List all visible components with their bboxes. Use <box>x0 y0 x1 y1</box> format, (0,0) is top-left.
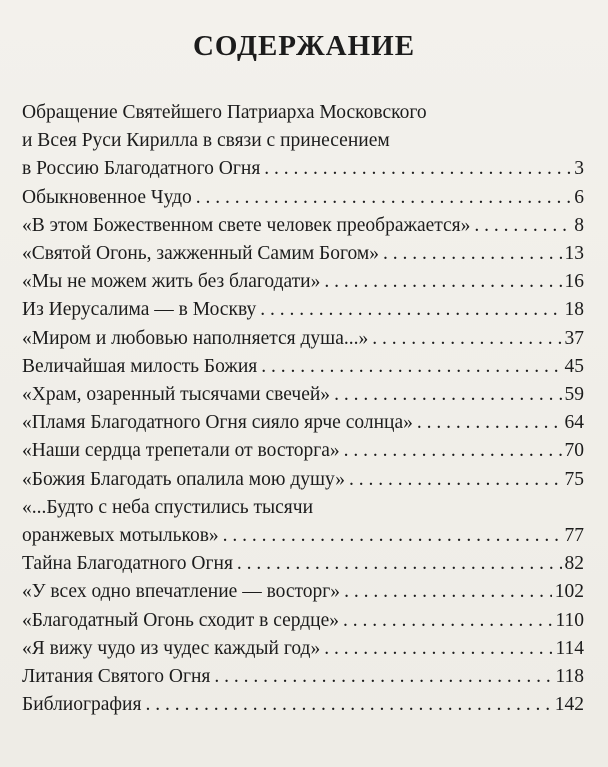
dot-leader <box>334 381 561 409</box>
toc-page-number: 13 <box>564 243 584 265</box>
toc-entry <box>22 437 584 465</box>
dot-leader <box>196 184 571 212</box>
toc-entry <box>22 663 584 691</box>
toc-entry-title: «Миром и любовью наполняется душа...» <box>22 327 369 349</box>
dot-leader <box>344 578 552 606</box>
toc-line <box>22 268 584 296</box>
toc-page-number: 142 <box>554 694 584 716</box>
toc-page-number: 6 <box>574 186 584 208</box>
toc-entry-title: Обыкновенное Чудо <box>22 186 192 208</box>
toc-entry-title: Библиография <box>22 694 142 716</box>
toc-entry <box>22 99 584 184</box>
toc-page-number: 8 <box>574 214 584 236</box>
toc-entry-title: Литания Святого Огня <box>22 666 211 688</box>
toc-entry-title: «В этом Божественном свете человек преображается» <box>22 214 471 236</box>
toc-page-number: 110 <box>555 609 584 631</box>
toc-entry <box>22 353 584 381</box>
toc-line <box>22 663 584 691</box>
toc-entry-title: «Храм, озаренный тысячами свечей» <box>22 384 331 406</box>
dot-leader <box>260 296 561 324</box>
toc-entry <box>22 578 584 606</box>
dot-leader <box>383 240 562 268</box>
dot-leader <box>264 155 571 183</box>
toc-page-number: 3 <box>574 158 584 180</box>
toc-page-number: 18 <box>564 299 584 321</box>
toc-entry-title: Обращение Святейшего Патриарха Московского <box>22 102 427 123</box>
toc-entry <box>22 494 584 550</box>
toc-line <box>22 99 584 127</box>
toc-entry <box>22 409 584 437</box>
toc-line <box>22 184 584 212</box>
toc-page-number: 16 <box>564 271 584 293</box>
toc-entry <box>22 268 584 296</box>
dot-leader <box>349 466 562 494</box>
dot-leader <box>145 691 551 719</box>
toc-entry-title: «Пламя Благодатного Огня сияло ярче солнца» <box>22 412 413 434</box>
toc-line <box>22 381 584 409</box>
toc-entry <box>22 212 584 240</box>
toc-page-number: 82 <box>564 553 584 575</box>
toc-page-number: 64 <box>564 412 584 434</box>
toc-entry-title: «Божия Благодать опалила мою душу» <box>22 468 345 490</box>
toc-entry-title: «Святой Огонь, зажженный Самим Богом» <box>22 243 379 265</box>
toc-line <box>22 409 584 437</box>
toc-entry <box>22 325 584 353</box>
toc-line <box>22 325 584 353</box>
toc-page-number: 45 <box>564 355 584 377</box>
toc-entry <box>22 691 584 719</box>
toc-entry-title: Величайшая милость Божия <box>22 355 258 377</box>
toc-line <box>22 691 584 719</box>
toc-line <box>22 240 584 268</box>
toc-entry-title: «У всех одно впечатление — восторг» <box>22 581 341 603</box>
dot-leader <box>324 635 552 663</box>
toc-entry-title: «Мы не можем жить без благодати» <box>22 271 321 293</box>
toc-line <box>22 635 584 663</box>
dot-leader <box>344 437 562 465</box>
page-title: СОДЕРЖАНИЕ <box>192 30 416 62</box>
dot-leader <box>223 522 562 550</box>
toc-entry-title: «Я вижу чудо из чудес каждый год» <box>22 637 321 659</box>
toc-line <box>22 522 584 550</box>
toc-page-number: 70 <box>564 440 584 462</box>
dot-leader <box>474 212 571 240</box>
toc-entry-title: Тайна Благодатного Огня <box>22 553 233 575</box>
toc-entry <box>22 466 584 494</box>
toc-entry <box>22 607 584 635</box>
toc-entry-title: и Всея Руси Кирилла в связи с принесением <box>22 130 390 152</box>
toc-page-number: 102 <box>554 581 584 603</box>
toc-entry <box>22 296 584 324</box>
toc-entry <box>22 184 584 212</box>
toc-line <box>22 578 584 606</box>
toc-entry <box>22 240 584 268</box>
toc-line <box>22 437 584 465</box>
dot-leader <box>237 550 562 578</box>
toc-entry-title: «Благодатный Огонь сходит в сердце» <box>22 609 339 631</box>
toc-line <box>22 296 584 324</box>
toc-line <box>22 212 584 240</box>
toc-line <box>22 127 584 155</box>
toc-line <box>22 466 584 494</box>
dot-leader <box>417 409 562 437</box>
toc-line <box>22 550 584 578</box>
toc-page-number: 37 <box>564 327 584 349</box>
toc-entry-title: оранжевых мотыльков» <box>22 525 219 547</box>
dot-leader <box>261 353 561 381</box>
toc-entry <box>22 635 584 663</box>
dot-leader <box>372 325 561 353</box>
toc-page-number: 59 <box>564 384 584 406</box>
table-of-contents <box>22 99 584 719</box>
toc-entry <box>22 550 584 578</box>
toc-entry-title: в Россию Благодатного Огня <box>22 158 261 180</box>
toc-page-number: 77 <box>564 525 584 547</box>
toc-line <box>22 607 584 635</box>
toc-entry <box>22 381 584 409</box>
toc-entry-title: «...Будто с неба спустились тысячи <box>22 496 314 518</box>
toc-entry-title: Из Иерусалима — в Москву <box>22 299 257 321</box>
toc-page-number: 75 <box>564 468 584 490</box>
dot-leader <box>324 268 561 296</box>
toc-line <box>22 494 584 522</box>
toc-page-number: 118 <box>555 666 584 688</box>
toc-line <box>22 353 584 381</box>
dot-leader <box>343 607 552 635</box>
toc-page-number: 114 <box>555 637 584 659</box>
toc-entry-title: «Наши сердца трепетали от восторга» <box>22 440 340 462</box>
dot-leader <box>214 663 552 691</box>
toc-line <box>22 155 584 183</box>
